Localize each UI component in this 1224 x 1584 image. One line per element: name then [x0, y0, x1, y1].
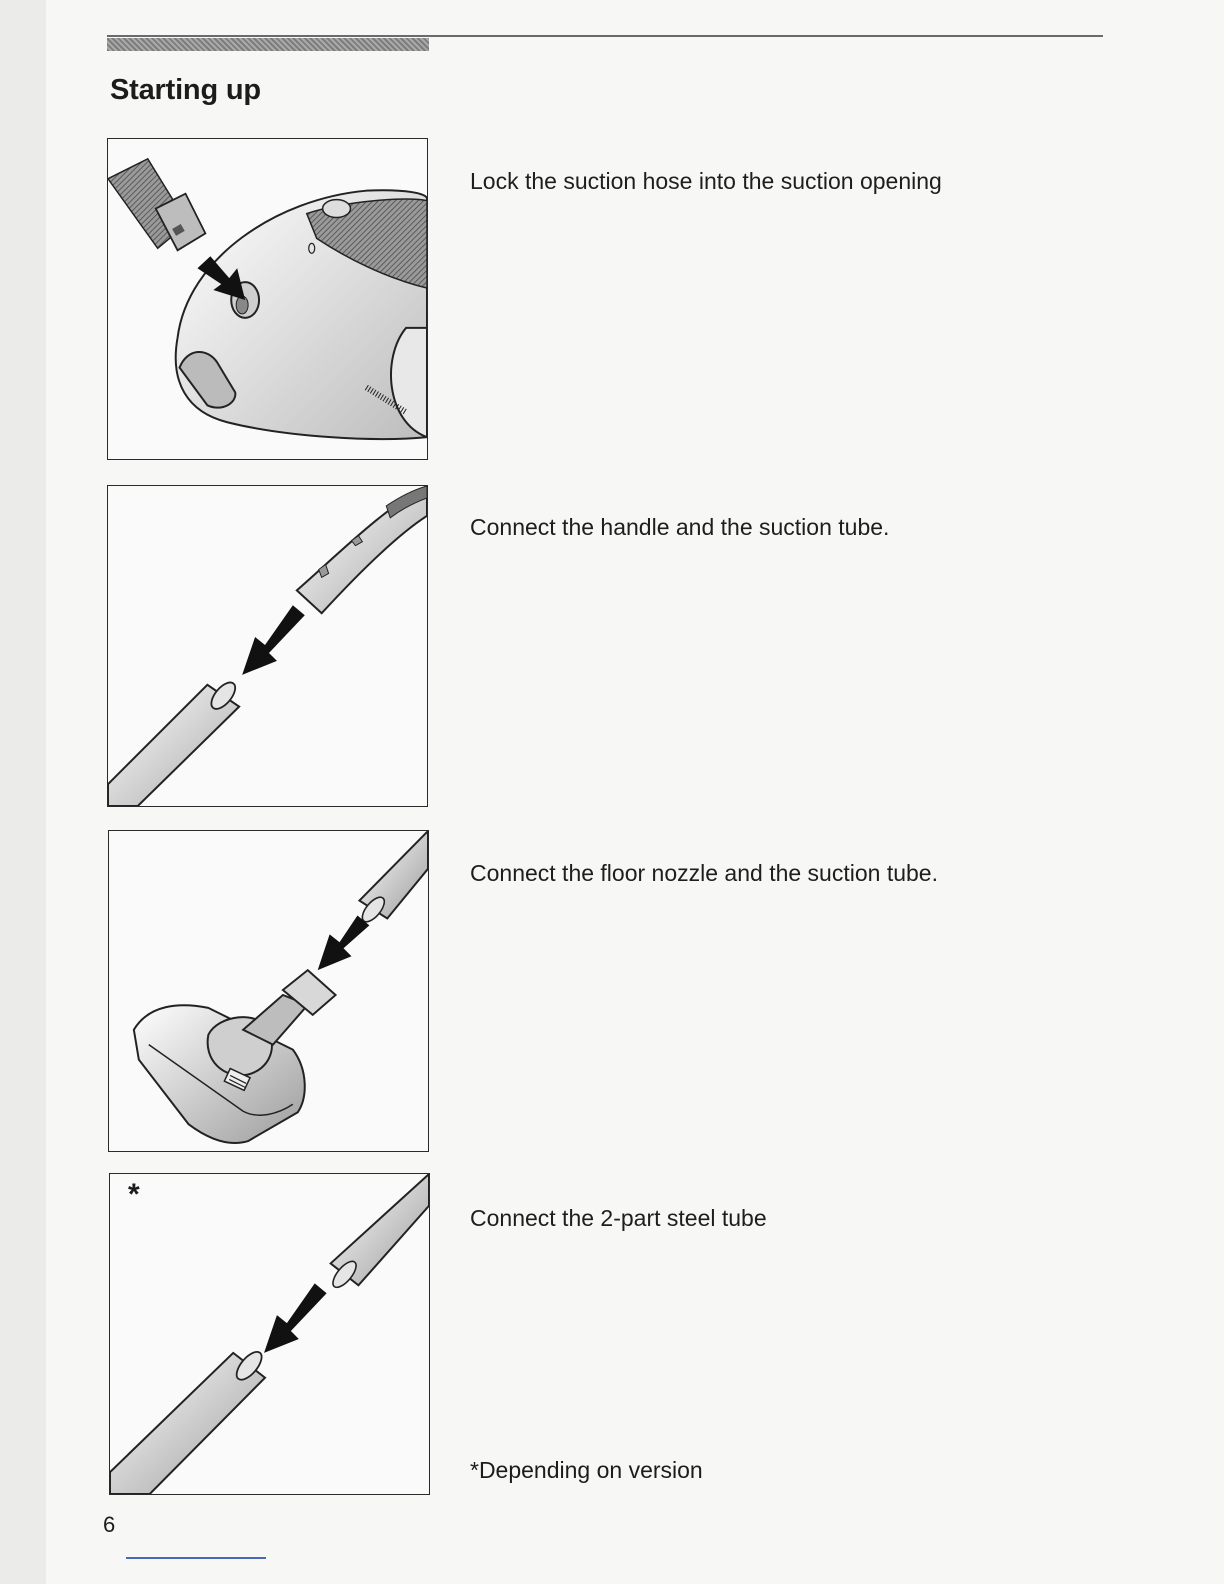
step-3-text: Connect the floor nozzle and the suction tube.	[470, 860, 938, 886]
step-4-text: Connect the 2-part steel tube	[470, 1205, 767, 1231]
page-edge-shade	[0, 0, 46, 1584]
version-marker: *	[128, 1178, 140, 1211]
floor-nozzle-connect-illustration	[109, 831, 428, 1151]
figure-step-1	[107, 138, 428, 460]
step-1-text: Lock the suction hose into the suction opening	[470, 168, 942, 194]
figure-step-3	[108, 830, 429, 1152]
steel-tube-connect-illustration	[110, 1174, 429, 1494]
figure-step-4	[109, 1173, 430, 1495]
page-number: 6	[103, 1512, 116, 1537]
page-title: Starting up	[110, 74, 261, 106]
bottom-rule	[126, 1557, 266, 1559]
step-2-text: Connect the handle and the suction tube.	[470, 514, 890, 540]
handle-tube-connect-illustration	[108, 486, 427, 806]
footnote: *Depending on version	[470, 1457, 703, 1483]
figure-step-2	[107, 485, 428, 807]
header-bar	[107, 38, 429, 51]
header-rule	[107, 35, 1103, 37]
vacuum-hose-connect-illustration	[108, 139, 427, 459]
